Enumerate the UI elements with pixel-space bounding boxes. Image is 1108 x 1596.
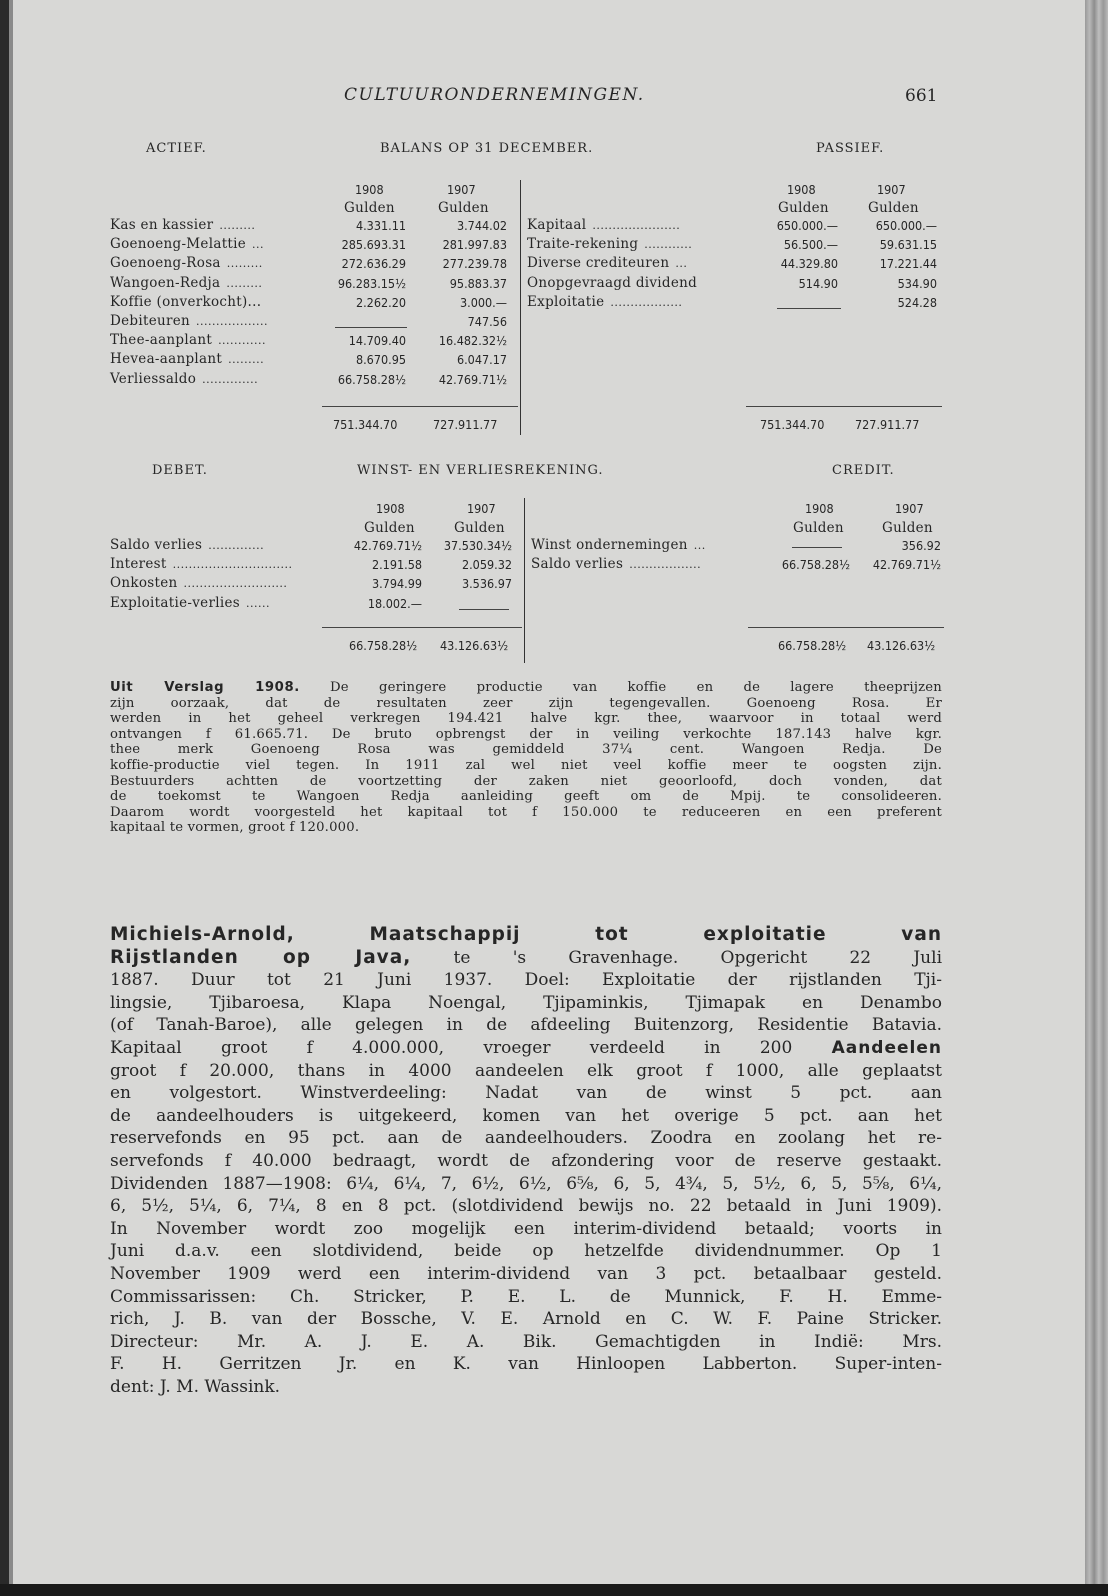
verslag-line: ontvangen f 61.665.71. De bruto opbrengst der in veiling verkochte 187.143 halve kgr. — [110, 726, 942, 742]
article-line: Dividenden 1887—1908: 6¼, 6¼, 7, 6½, 6½, 6⅝, 6, 5, 4¾, 5, 5½, 6, 5, 5⅝, 6¼, — [110, 1173, 942, 1194]
article-line: Commissarissen: Ch. Stricker, P. E. L. de Munnick, F. H. Emme- — [110, 1286, 942, 1307]
row-leader-dots: ... — [693, 539, 706, 552]
row-leader-dots: ............ — [644, 238, 693, 252]
row-label-group — [110, 313, 268, 329]
debiteuren-1908-dash — [335, 327, 407, 328]
row-leader-dots: ......... — [226, 276, 263, 290]
winst-debet-unit2: Gulden — [454, 520, 505, 536]
row-leader-dots: .................. — [610, 295, 683, 309]
row-label: Kapitaal — [527, 217, 587, 233]
row-value-1908: 66.758.28½ — [781, 557, 850, 573]
winst-debet-total-1908: 66.758.28½ — [349, 638, 418, 653]
row-value-1908: 650.000.— — [776, 218, 838, 233]
row-value-1908: 2.262.20 — [355, 294, 406, 310]
verslag-line: Bestuurders achtten de voortzetting der zaken niet geoorloofd, doch vonden, dat — [110, 773, 942, 789]
row-label-group — [110, 575, 287, 591]
row-label: Hevea-aanplant — [110, 351, 223, 368]
winst-debet-label: DEBET. — [152, 463, 208, 478]
page-binding-shadow — [9, 0, 13, 1596]
balans-passief-total-rule — [746, 406, 942, 407]
row-label: Wangoen-Redja — [110, 274, 221, 291]
row-value-1907: 37.530.34½ — [443, 538, 512, 553]
article-line: (of Tanah-Baroe), alle gelegen in de afdeeling Buitenzorg, Residentie Batavia. — [110, 1015, 942, 1036]
row-label: Winst ondernemingen — [531, 537, 688, 553]
row-leader-dots: .................. — [629, 558, 702, 572]
row-label: Kas en kassier — [110, 217, 214, 233]
winst-debet-unit1: Gulden — [364, 520, 415, 536]
winst-debet-total-rule — [322, 627, 522, 628]
verslag-line: koffie-productie viel tegen. In 1911 zal wel niet veel koffie meer te oogsten zijn. — [110, 757, 942, 773]
row-value-1908: 18.002.— — [367, 595, 422, 611]
row-leader-dots: .......................... — [183, 577, 288, 591]
article-heading: Michiels-Arnold, Maatschappij tot exploitatie van — [110, 924, 942, 945]
article-line: Juni d.a.v. een slotdividend, beide op hetzelfde dividendnummer. Op 1 — [110, 1241, 942, 1262]
row-label: Goenoeng-Rosa — [110, 255, 221, 272]
balans-title: BALANS OP 31 DECEMBER. — [380, 141, 594, 156]
row-value-1908: 4.331.11 — [355, 218, 406, 233]
row-label-group — [531, 556, 701, 572]
balans-passief-total-1908: 751.344.70 — [760, 417, 825, 432]
row-value-1908: 14.709.40 — [348, 333, 406, 349]
row-leader-dots: ............ — [218, 334, 267, 348]
row-label: Goenoeng-Melattie — [110, 236, 247, 253]
row-value-1907: 534.90 — [897, 275, 937, 291]
balans-passief-label: PASSIEF. — [816, 141, 885, 156]
winst-divider — [524, 498, 525, 663]
row-value-1908: 8.670.95 — [355, 352, 406, 368]
row-label-group — [110, 255, 263, 271]
winst-credit-year1: 1908 — [805, 501, 834, 516]
winst-credit-unit2: Gulden — [882, 520, 933, 536]
winst-credit-total-rule — [748, 627, 944, 628]
row-label: Saldo verlies — [110, 537, 203, 553]
row-label-group — [531, 537, 706, 553]
article-line: rich, J. B. van der Bossche, V. E. Arnold en C. W. F. Paine Stricker. — [110, 1309, 942, 1330]
row-leader-dots: .............. — [208, 539, 265, 552]
row-label-group — [110, 236, 264, 252]
winst-credit-unit1: Gulden — [793, 520, 844, 536]
page-stack-edge — [1085, 0, 1108, 1596]
article-line: Directeur: Mr. A. J. E. A. Bik. Gemachtigden in Indië: Mrs. — [110, 1331, 942, 1352]
row-label: Onopgevraagd dividend — [527, 274, 698, 291]
row-value-1908: 44.329.80 — [780, 256, 838, 272]
row-label: Debiteuren — [110, 313, 191, 329]
row-leader-dots: .................. — [196, 315, 268, 328]
row-value-1908: 285.693.31 — [341, 237, 406, 253]
row-value-1908: 272.636.29 — [341, 256, 406, 272]
row-value-1908: 56.500.— — [783, 237, 838, 253]
balans-passief-unit2: Gulden — [868, 200, 919, 216]
row-label-group — [527, 275, 703, 291]
row-label-group — [110, 351, 264, 367]
winst-debet-total-1907: 43.126.63½ — [440, 638, 509, 653]
exploitatie-verlies-1907-dash — [459, 609, 509, 610]
article-line: In November wordt zoo mogelijk een interim-dividend betaald; voorts in — [110, 1218, 942, 1239]
scan-bottom-border — [0, 1584, 1108, 1596]
row-value-1908: 2.191.58 — [371, 557, 422, 573]
row-label-group — [110, 217, 255, 233]
row-value-1907: 16.482.32½ — [438, 333, 507, 349]
verslag-line: werden in het geheel verkregen 194.421 halve kgr. thee, waarvoor in totaal werd — [110, 711, 942, 727]
article-aandeelen: Aandeelen — [831, 1037, 942, 1058]
balans-passief-unit1: Gulden — [778, 200, 829, 216]
row-label: Thee-aanplant — [110, 332, 213, 349]
row-value-1907: 6.047.17 — [456, 352, 507, 368]
balans-actief-unit1: Gulden — [344, 200, 395, 216]
row-leader-dots: .............................. — [172, 558, 293, 572]
page-binding-edge — [0, 0, 9, 1596]
row-value-1907: 95.883.37 — [449, 275, 507, 291]
verslag-lead: Uit Verslag 1908. — [110, 680, 300, 695]
balans-passief-year1: 1908 — [787, 182, 816, 197]
winst-debet-year1: 1908 — [376, 501, 405, 516]
balans-passief-total-1907: 727.911.77 — [855, 417, 920, 432]
article-line: dent: J. M. Wassink. — [110, 1376, 281, 1397]
row-leader-dots: ...... — [245, 596, 270, 610]
article-line: en volgestort. Winstverdeeling: Nadat van de winst 5 pct. aan — [110, 1083, 942, 1104]
balans-actief-year1: 1908 — [355, 182, 384, 197]
article-line: 6, 5½, 5¼, 6, 7¼, 8 en 8 pct. (slotdividend bewijs no. 22 betaald in Juni 1909). — [110, 1196, 942, 1217]
row-value-1907: 2.059.32 — [461, 557, 512, 573]
article-line: lingsie, Tjibaroesa, Klapa Noengal, Tjipaminkis, Tjimapak en Denambo — [110, 992, 942, 1013]
row-value-1908: 42.769.71½ — [353, 538, 422, 553]
balans-actief-year2: 1907 — [447, 182, 476, 197]
row-label-group — [527, 255, 687, 271]
row-label: Exploitatie — [527, 293, 605, 310]
running-header-title: CULTUURONDERNEMINGEN. — [344, 85, 645, 105]
verslag-line: thee merk Goenoeng Rosa was gemiddeld 37¼ cent. Wangoen Redja. De — [110, 742, 942, 758]
balans-divider — [520, 180, 521, 435]
row-value-1907: 3.000.— — [459, 294, 507, 310]
row-value-1908: 514.90 — [798, 275, 838, 291]
row-leader-dots: ......... — [226, 257, 263, 271]
verslag-line: Daarom wordt voorgesteld het kapitaal tot f 150.000 te reduceeren en een preferent — [110, 804, 942, 820]
row-value-1908: 66.758.28½ — [337, 371, 406, 387]
balans-actief-total-1908: 751.344.70 — [333, 417, 398, 432]
row-label-group — [110, 294, 267, 310]
article-line: te 's Gravenhage. Opgericht 22 Juli — [453, 947, 943, 968]
row-label: Verliessaldo — [110, 370, 197, 387]
balans-actief-total-1907: 727.911.77 — [433, 417, 498, 432]
row-value-1907: 524.28 — [897, 294, 937, 310]
row-leader-dots: ......... — [228, 353, 265, 367]
winst-credit-label: CREDIT. — [832, 463, 895, 478]
verslag-line: kapitaal te vormen, groot f 120.000. — [110, 820, 360, 836]
row-value-1907: 59.631.15 — [879, 237, 937, 253]
winst-credit-year2: 1907 — [895, 501, 924, 516]
row-leader-dots: ......... — [219, 219, 256, 232]
row-label-group — [110, 332, 266, 348]
article-line: de aandeelhouders is uitgekeerd, komen van het overige 5 pct. aan het — [110, 1105, 942, 1126]
article-line: servefonds f 40.000 bedraagt, wordt de afzondering voor de reserve gestaakt. — [110, 1150, 942, 1171]
row-label-group — [110, 371, 258, 387]
row-label-group — [110, 556, 293, 572]
article-line: groot f 20.000, thans in 4000 aandeelen elk groot f 1000, alle geplaatst — [110, 1060, 942, 1081]
row-value-1907: 650.000.— — [875, 218, 937, 233]
row-label-group — [527, 294, 682, 310]
winst-debet-year2: 1907 — [467, 501, 496, 516]
row-label-group — [110, 595, 270, 611]
row-label-group — [527, 236, 692, 252]
row-value-1907: 3.744.02 — [456, 218, 507, 233]
row-label: Traite-rekening — [527, 236, 639, 253]
row-leader-dots: ... — [252, 238, 265, 252]
row-value-1907: 281.997.83 — [442, 237, 507, 253]
article-line: Kapitaal groot f 4.000.000, vroeger verdeeld in 200 — [110, 1037, 793, 1058]
row-value-1908: 3.794.99 — [371, 576, 422, 592]
row-value-1907: 42.769.71½ — [438, 371, 507, 387]
verslag-paragraph — [110, 680, 942, 836]
row-leader-dots: .............. — [202, 372, 259, 386]
verslag-line: De geringere productie van koffie en de lagere theeprijzen — [330, 680, 942, 695]
row-label: Onkosten — [110, 575, 178, 592]
row-label: Diverse crediteuren — [527, 255, 670, 272]
article-heading-cont: Rijstlanden op Java, — [110, 946, 412, 968]
winst-credit-total-1907: 43.126.63½ — [867, 638, 936, 653]
article-michiels-arnold — [110, 924, 942, 1398]
article-line: F. H. Gerritzen Jr. en K. van Hinloopen Labberton. Super-inten- — [110, 1354, 942, 1375]
exploitatie-1908-dash — [777, 308, 841, 309]
page-number: 661 — [905, 86, 938, 106]
article-line: November 1909 werd een interim-dividend van 3 pct. betaalbaar gesteld. — [110, 1263, 942, 1284]
balans-actief-unit2: Gulden — [438, 200, 489, 216]
row-value-1907: 747.56 — [467, 314, 507, 329]
row-label-group — [527, 217, 680, 233]
winst-title: WINST- EN VERLIESREKENING. — [357, 463, 604, 478]
winst-credit-total-1908: 66.758.28½ — [778, 638, 847, 653]
row-value-1907: 356.92 — [901, 538, 941, 553]
balans-actief-total-rule — [322, 406, 518, 407]
row-value-1908: 96.283.15½ — [337, 275, 406, 291]
row-leader-dots: ... — [675, 257, 688, 271]
row-value-1907: 17.221.44 — [879, 256, 937, 272]
balans-actief-label: ACTIEF. — [146, 141, 207, 156]
article-line: 1887. Duur tot 21 Juni 1937. Doel: Exploitatie der rijstlanden Tji- — [110, 970, 942, 991]
balans-passief-year2: 1907 — [877, 182, 906, 197]
article-line: reservefonds en 95 pct. aan de aandeelhouders. Zoodra en zoolang het re- — [110, 1128, 942, 1149]
row-label-group — [110, 537, 264, 553]
row-label-group — [110, 275, 262, 291]
row-label: Saldo verlies — [531, 556, 624, 573]
row-value-1907: 42.769.71½ — [872, 557, 941, 573]
winst-ondernemingen-1908-dash — [792, 547, 842, 548]
row-leader-dots: ...................... — [592, 219, 681, 232]
verslag-line: de toekomst te Wangoen Redja aanleiding geeft om de Mpij. te consolideeren. — [110, 789, 942, 805]
row-label: Interest — [110, 556, 167, 573]
row-label: Exploitatie-verlies — [110, 594, 240, 611]
verslag-line: zijn oorzaak, dat de resultaten zeer zijn tegengevallen. Goenoeng Rosa. Er — [110, 695, 942, 711]
row-label: Koffie (onverkocht)... — [110, 293, 262, 310]
row-value-1907: 277.239.78 — [442, 256, 507, 272]
row-value-1907: 3.536.97 — [461, 576, 512, 592]
